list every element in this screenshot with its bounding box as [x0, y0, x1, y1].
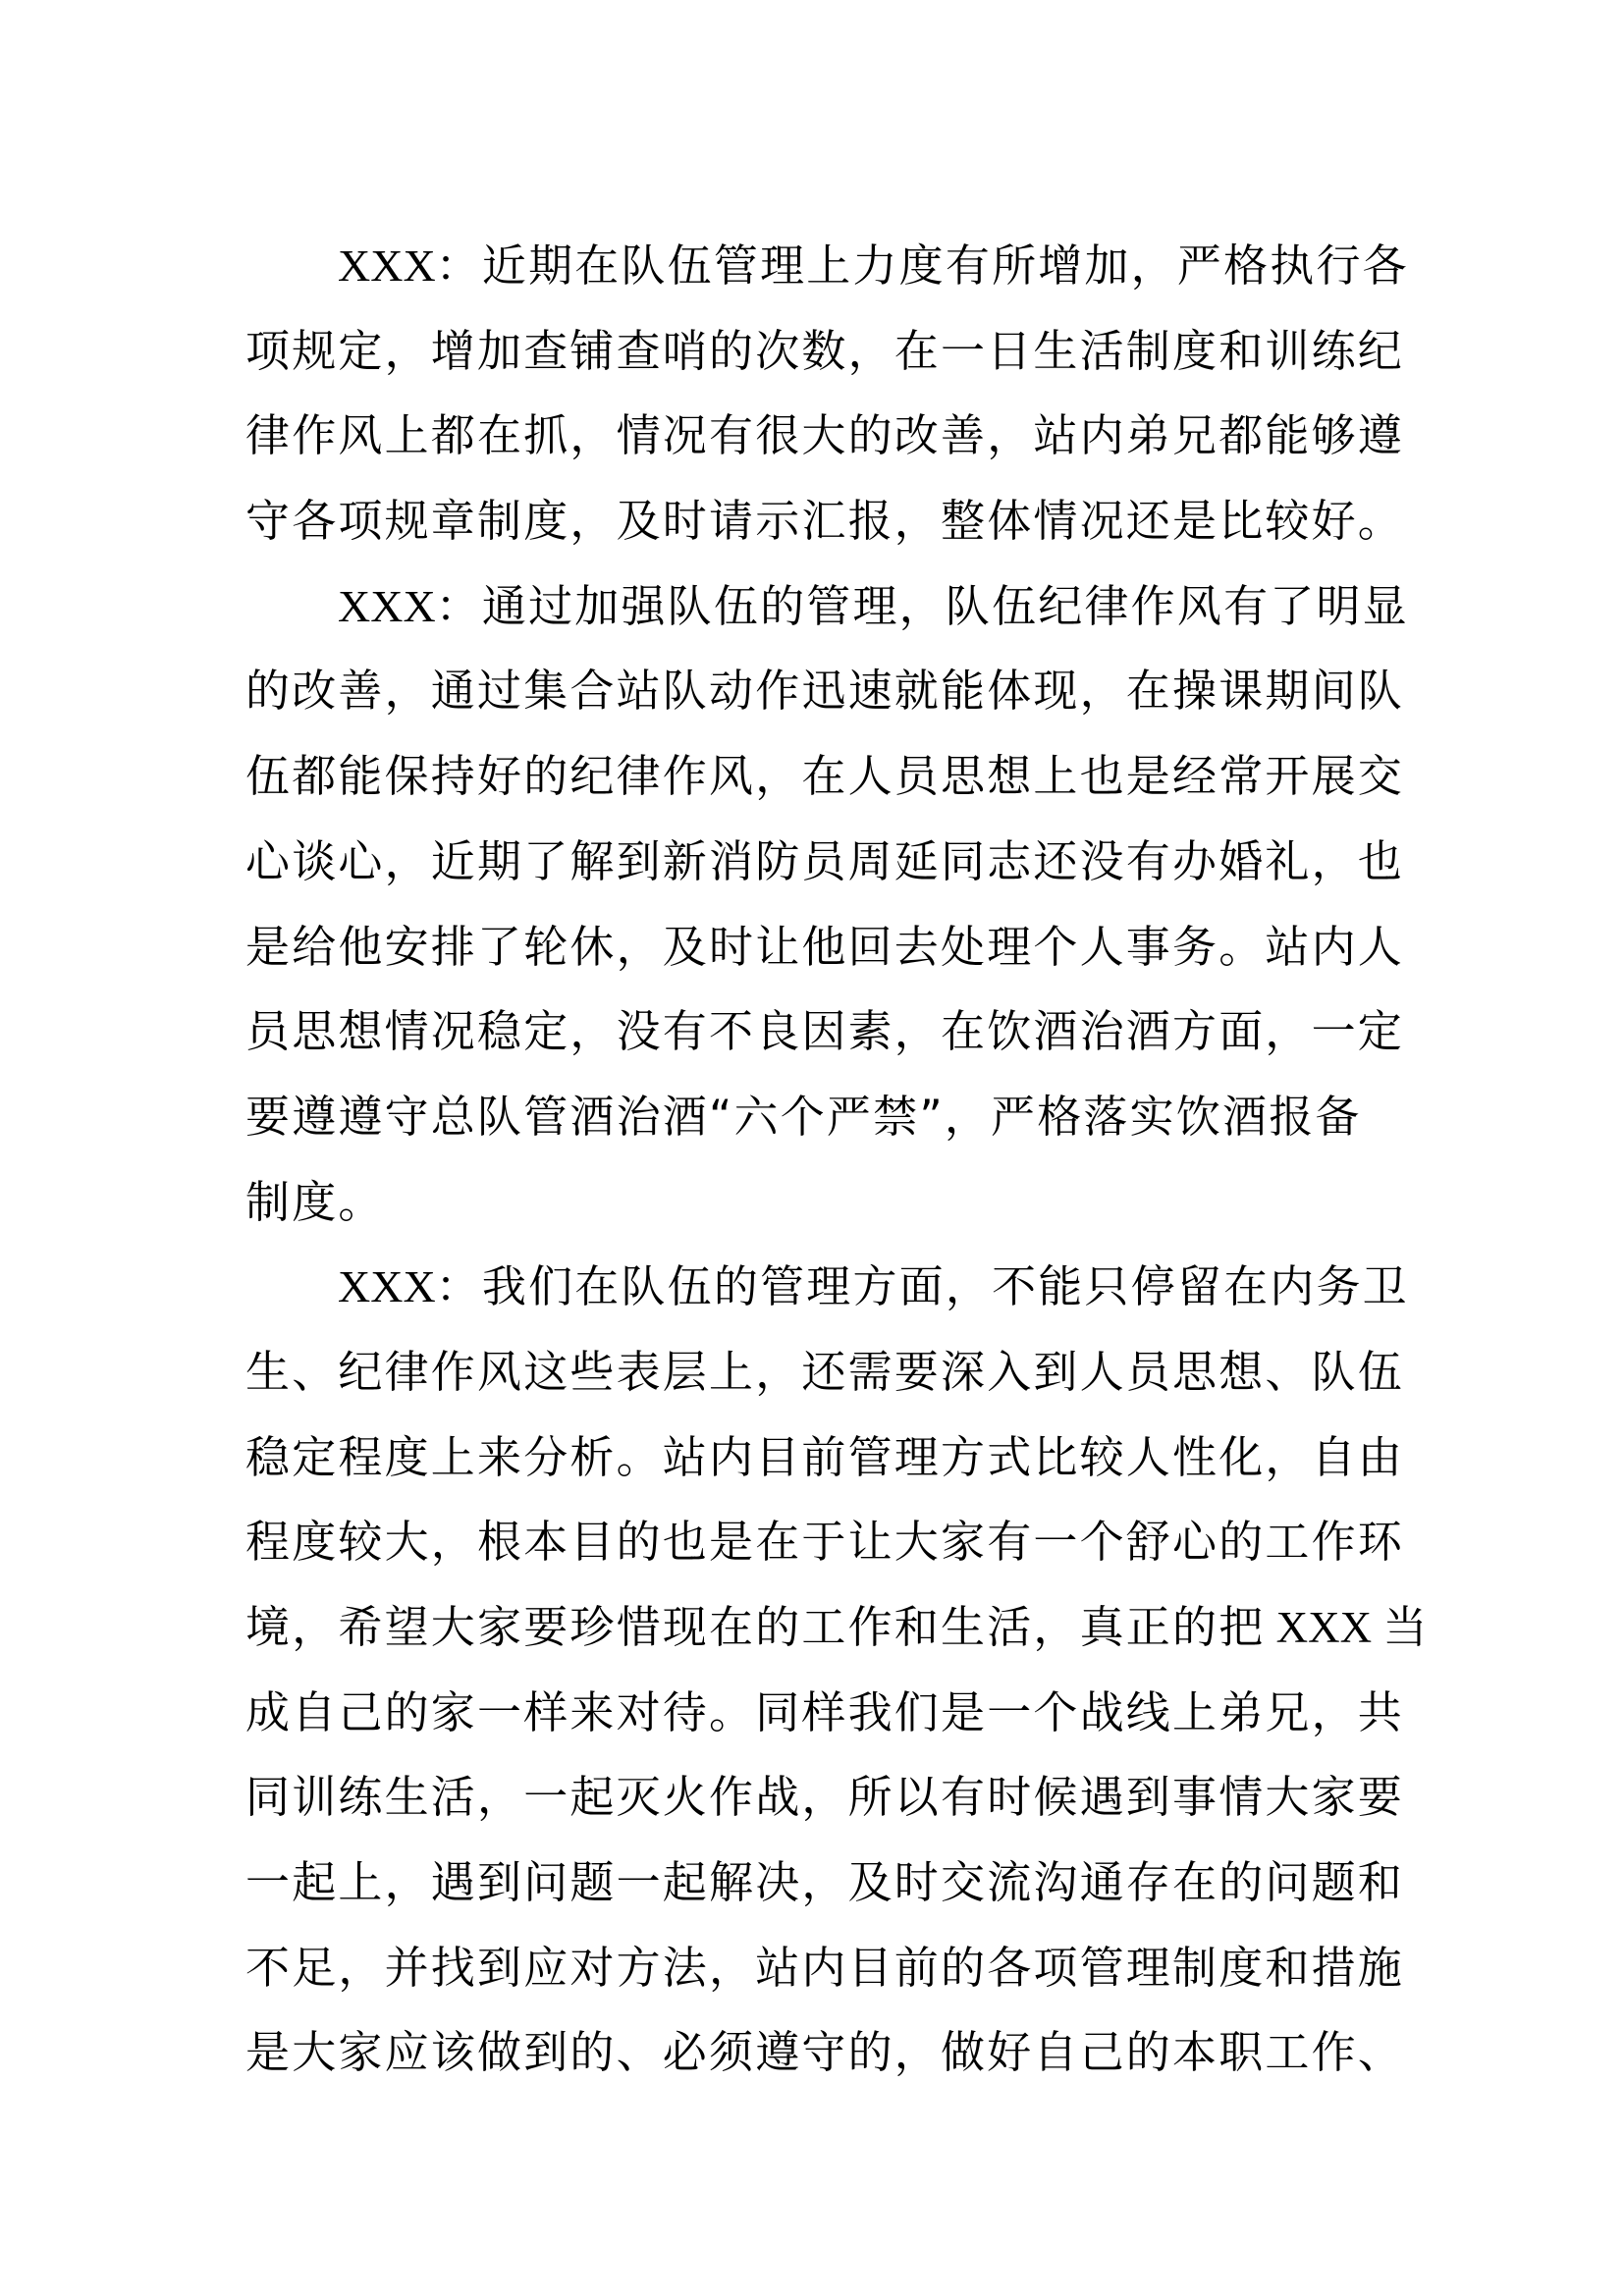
inline-name: XXX [1265, 1603, 1383, 1652]
paragraph-2-line-3: 伍都能保持好的纪律作风，在人员思想上也是经常开展交 [245, 750, 1405, 803]
paragraph-1-line-2: 项规定，增加查铺查哨的次数，在一日生活制度和训练纪 [245, 324, 1405, 377]
paragraph-1-line-3: 律作风上都在抓，情况有很大的改善，站内弟兄都能够遵 [245, 409, 1405, 462]
paragraph-3-line-6: 成自己的家一样来对待。同样我们是一个战线上弟兄，共 [245, 1685, 1405, 1738]
paragraph-2-line-7: 要遵遵守总队管酒治酒“六个严禁”，严格落实饮酒报备 [245, 1090, 1362, 1143]
line-text: 境，希望大家要珍惜现在的工作和生活，真正的把 [245, 1601, 1266, 1653]
line-text: ：我们在队伍的管理方面，不能只停留在内务卫 [435, 1260, 1409, 1313]
paragraph-1-line-1 [245, 224, 1409, 309]
paragraph-3-line-1 [245, 1245, 1409, 1330]
paragraph-2-line-2: 的改善，通过集合站队动作迅速就能体现，在操课期间队 [245, 665, 1405, 718]
paragraph-3-line-4: 程度较大，根本目的也是在于让大家有一个舒心的工作环 [245, 1516, 1405, 1569]
paragraph-2-line-1 [245, 564, 1409, 650]
speaker-name: XXX [338, 580, 436, 631]
line-text-tail: 当 [1382, 1601, 1430, 1653]
paragraph-1-line-4: 守各项规章制度，及时请示汇报，整体情况还是比较好。 [245, 495, 1405, 548]
paragraph-2-line-4: 心谈心，近期了解到新消防员周延同志还没有办婚礼，也 [245, 834, 1405, 887]
line-text: ：近期在队伍管理上力度有所增加，严格执行各 [435, 240, 1409, 292]
paragraph-2-line-8: 制度。 [245, 1175, 385, 1228]
paragraph-3-line-5 [245, 1585, 1430, 1671]
paragraph-3-line-2: 生、纪律作风这些表层上，还需要深入到人员思想、队伍 [245, 1345, 1405, 1398]
paragraph-2-line-6: 员思想情况稳定，没有不良因素，在饮酒治酒方面，一定 [245, 1005, 1405, 1058]
paragraph-3-line-3: 稳定程度上来分析。站内目前管理方式比较人性化，自由 [245, 1430, 1405, 1483]
speaker-name: XXX [338, 1261, 436, 1312]
line-text: ：通过加强队伍的管理，队伍纪律作风有了明显 [435, 579, 1409, 632]
document-page [245, 224, 1430, 2096]
paragraph-3-line-10: 是大家应该做到的、必须遵守的，做好自己的本职工作、 [245, 2026, 1405, 2079]
paragraph-3-line-7: 同训练生活，一起灭火作战，所以有时候遇到事情大家要 [245, 1771, 1405, 1824]
paragraph-2-line-5: 是给他安排了轮休，及时让他回去处理个人事务。站内人 [245, 920, 1405, 973]
paragraph-3-line-8: 一起上，遇到问题一起解决，及时交流沟通存在的问题和 [245, 1856, 1405, 1909]
paragraph-3-line-9: 不足，并找到应对方法，站内目前的各项管理制度和措施 [245, 1941, 1405, 1994]
speaker-name: XXX [338, 240, 436, 291]
